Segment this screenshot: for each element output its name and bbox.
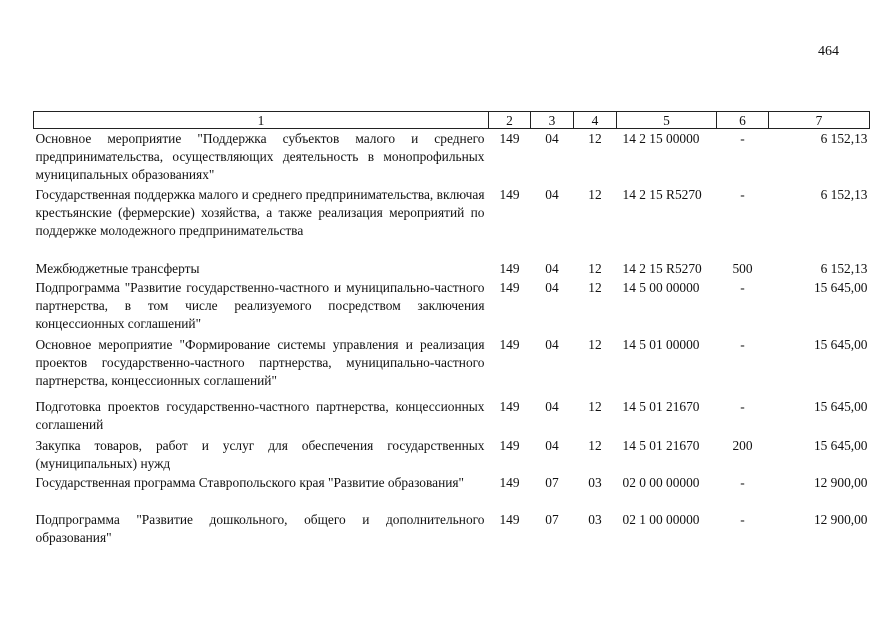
table-row xyxy=(34,396,870,436)
cell-ministry-code: 149 xyxy=(499,475,520,490)
column-header: 1 xyxy=(34,112,489,129)
cell-amount: 12 900,00 xyxy=(813,475,868,490)
column-header: 6 xyxy=(717,112,769,129)
cell-amount: 15 645,00 xyxy=(813,399,868,414)
cell-expense-type: - xyxy=(740,187,745,202)
cell-subsection: 03 xyxy=(588,512,602,527)
column-header: 2 xyxy=(489,112,531,129)
cell-amount: 15 645,00 xyxy=(813,438,868,453)
cell-subsection: 12 xyxy=(588,337,602,352)
cell-ministry-code: 149 xyxy=(499,438,520,453)
budget-table xyxy=(33,111,870,547)
cell-expense-type: 500 xyxy=(732,261,753,276)
cell-ministry-code: 149 xyxy=(499,131,520,146)
cell-target-article: 14 5 01 21670 xyxy=(622,399,700,414)
column-header: 5 xyxy=(617,112,717,129)
cell-expense-type: - xyxy=(740,512,745,527)
column-header: 4 xyxy=(574,112,617,129)
cell-ministry-code: 149 xyxy=(499,399,520,414)
cell-section: 04 xyxy=(545,337,559,352)
cell-section: 04 xyxy=(545,438,559,453)
cell-section: 04 xyxy=(545,131,559,146)
cell-subsection: 12 xyxy=(588,131,602,146)
row-name: Подготовка проектов государственно-частного партнерства, концессионных соглашений xyxy=(35,399,485,432)
cell-amount: 15 645,00 xyxy=(813,337,868,352)
page-number: 464 xyxy=(818,44,839,59)
cell-section: 07 xyxy=(545,475,559,490)
cell-section: 04 xyxy=(545,187,559,202)
table-row xyxy=(34,334,870,396)
cell-amount: 6 152,13 xyxy=(820,131,868,146)
column-header: 3 xyxy=(531,112,574,129)
cell-target-article: 02 1 00 00000 xyxy=(622,512,700,527)
table-row xyxy=(34,473,870,510)
cell-ministry-code: 149 xyxy=(499,280,520,295)
cell-ministry-code: 149 xyxy=(499,512,520,527)
row-name: Подпрограмма "Развитие дошкольного, общего и дополнительного образования" xyxy=(35,512,485,545)
cell-amount: 6 152,13 xyxy=(820,187,868,202)
cell-expense-type: - xyxy=(740,131,745,146)
cell-amount: 12 900,00 xyxy=(813,512,868,527)
table-row xyxy=(34,259,870,278)
cell-expense-type: - xyxy=(740,475,745,490)
cell-subsection: 03 xyxy=(588,475,602,490)
row-name: Государственная поддержка малого и среднего предпринимательства, включая крестьянские (фермерские) хозяйства, а также реализация мероприятий по поддержке молодежного предпринимательства xyxy=(35,187,485,238)
table-header-row xyxy=(34,112,870,129)
cell-amount: 15 645,00 xyxy=(813,280,868,295)
row-name: Межбюджетные трансферты xyxy=(35,261,200,276)
cell-amount: 6 152,13 xyxy=(820,261,868,276)
cell-target-article: 14 2 15 R5270 xyxy=(622,261,702,276)
cell-target-article: 14 5 00 00000 xyxy=(622,280,700,295)
cell-subsection: 12 xyxy=(588,187,602,202)
row-name: Государственная программа Ставропольского края "Развитие образования" xyxy=(35,475,465,490)
cell-subsection: 12 xyxy=(588,280,602,295)
table-row xyxy=(34,436,870,473)
cell-target-article: 14 2 15 R5270 xyxy=(622,187,702,202)
cell-subsection: 12 xyxy=(588,399,602,414)
cell-expense-type: 200 xyxy=(732,438,753,453)
cell-section: 04 xyxy=(545,280,559,295)
cell-target-article: 14 5 01 00000 xyxy=(622,337,700,352)
cell-ministry-code: 149 xyxy=(499,187,520,202)
cell-section: 04 xyxy=(545,261,559,276)
row-name: Подпрограмма "Развитие государственно-частного и муниципально-частного партнерства, в том числе реализуемого посредством заключения концессионных соглашений" xyxy=(35,280,485,331)
cell-expense-type: - xyxy=(740,280,745,295)
cell-section: 04 xyxy=(545,399,559,414)
row-name: Основное мероприятие "Поддержка субъектов малого и среднего предпринимательства, осуществляющих деятельность в монопрофильных муниципальных образованиях" xyxy=(35,131,485,182)
cell-target-article: 14 2 15 00000 xyxy=(622,131,700,146)
cell-section: 07 xyxy=(545,512,559,527)
cell-subsection: 12 xyxy=(588,261,602,276)
column-header: 7 xyxy=(769,112,870,129)
cell-ministry-code: 149 xyxy=(499,261,520,276)
cell-subsection: 12 xyxy=(588,438,602,453)
cell-target-article: 02 0 00 00000 xyxy=(622,475,700,490)
cell-ministry-code: 149 xyxy=(499,337,520,352)
cell-target-article: 14 5 01 21670 xyxy=(622,438,700,453)
table-row xyxy=(34,278,870,334)
row-name: Закупка товаров, работ и услуг для обеспечения государственных (муниципальных) нужд xyxy=(35,438,485,471)
table-row xyxy=(34,129,870,186)
table-row xyxy=(34,185,870,259)
cell-expense-type: - xyxy=(740,337,745,352)
row-name: Основное мероприятие "Формирование системы управления и реализация проектов государственно-частного партнерства, муниципально-частного партнерства, концессионных соглашений" xyxy=(35,337,485,388)
table-row xyxy=(34,510,870,547)
cell-expense-type: - xyxy=(740,399,745,414)
